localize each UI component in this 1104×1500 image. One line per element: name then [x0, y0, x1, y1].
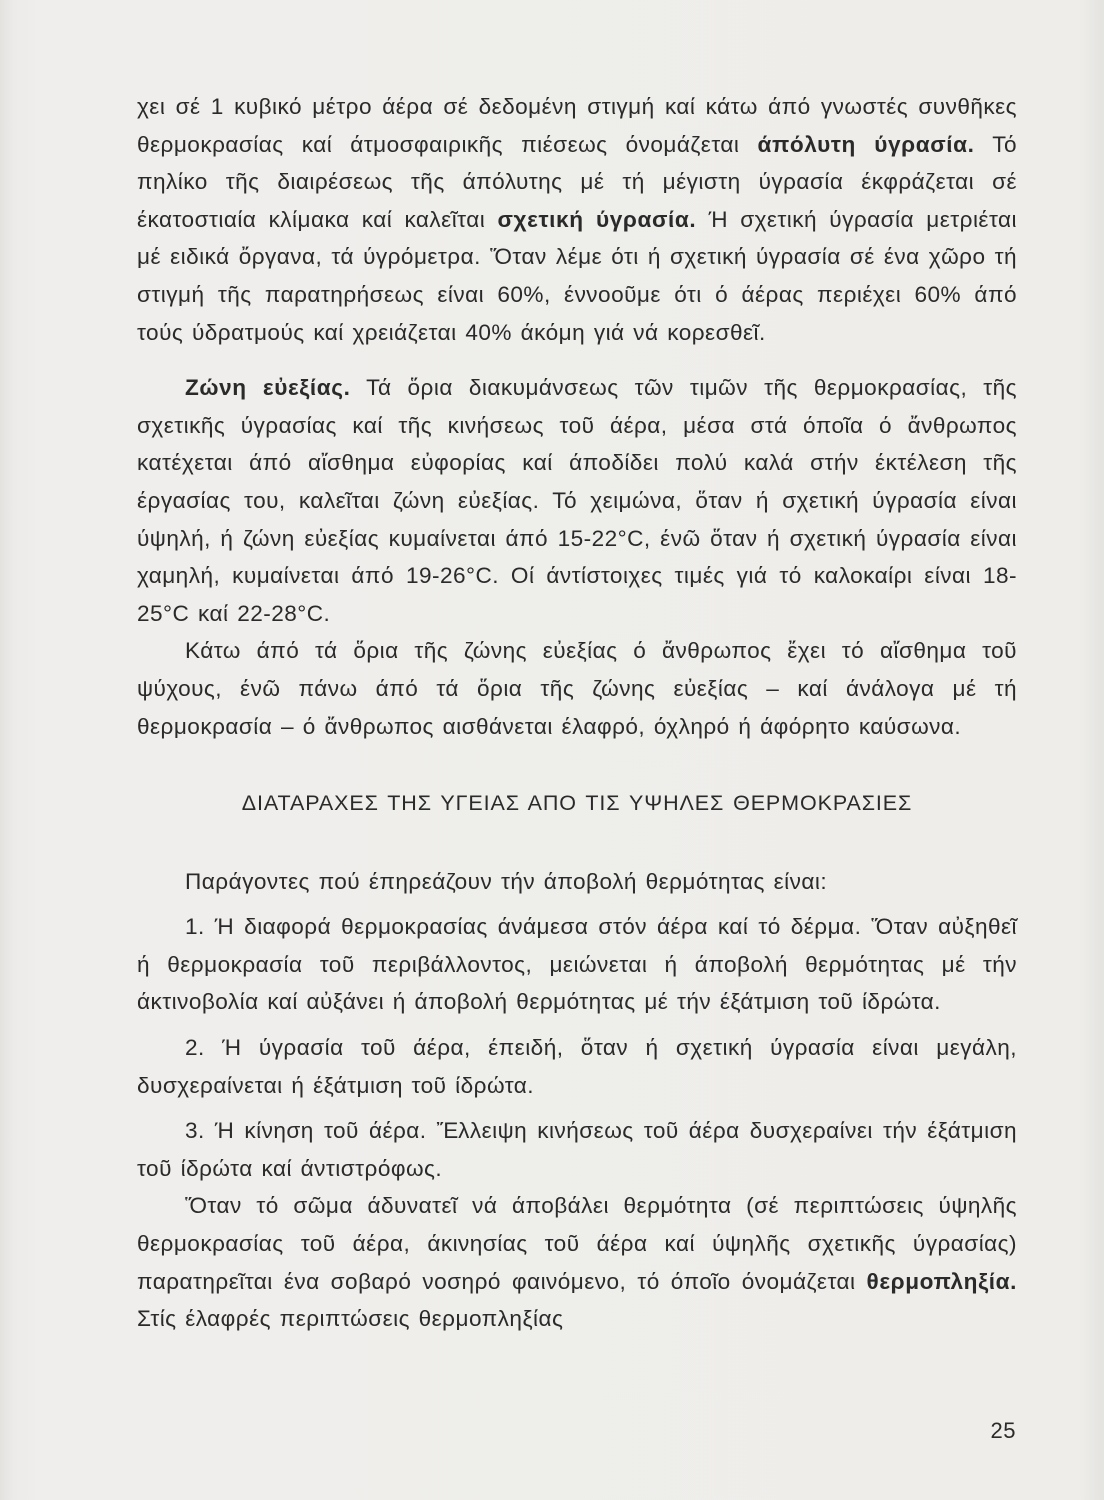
paragraph-text: Ὅταν τό σῶμα άδυνατεῖ νά άποβάλει θερμότητα (σέ περιπτώσεις ύψηλῆς θερμοκρασίας τοῦ άέρα, άκινησίας τοῦ άέρα καί ύψηλῆς σχετικῆς ύγρασίας) παρατηρεῖται ένα σοβαρό νοσηρό φαινόμενο, τό όποῖο όνομάζεται — [137, 1193, 1017, 1294]
list-item-1: 1. Ή διαφορά θερμοκρασίας άνάμεσα στόν άέρα καί τό δέρμα. Ὅταν αὐξηθεῖ ή θερμοκρασία τοῦ περιβάλλοντος, μειώνεται ή άποβολή θερμότητας μέ τήν άκτινοβολία καί αὐξάνει ή άποβολή θερμότητας μέ τήν έξάτμιση τοῦ ίδρώτα. — [137, 914, 1017, 1015]
term-absolute-humidity: άπόλυτη ύγρασία. — [757, 131, 975, 157]
paragraph-humidity — [137, 88, 1017, 351]
body-text — [137, 88, 1017, 1338]
term-heatstroke: θερμοπληξία. — [866, 1268, 1017, 1294]
paragraph-text: Τά ὅρια διακυμάνσεως τῶν τιμῶν τῆς θερμοκρασίας, τῆς σχετικῆς ύγρασίας καί τῆς κινήσεως τοῦ άέρα, μέσα στά όποῖα ό ἄνθρωπος κατέχεται άπό αἴσθημα εὐφορίας καί άποδίδει πολύ καλά στήν έκτέλεση τῆς έργασίας του, καλεῖται ζώνη εὐεξίας. Τό χειμώνα, ὅταν ή σχετική ύγρασία είναι ύψηλή, ή ζώνη εὐεξίας κυμαίνεται άπό 15-22°C, ένῶ ὅταν ή σχετική ύγρασία είναι χαμηλή, κυμαίνεται άπό 19-26°C. Οί άντίστοιχες τιμές γιά τό καλοκαίρι είναι 18-25°C καί 22-28°C. — [137, 375, 1017, 626]
term-relative-humidity: σχετική ύγρασία. — [497, 206, 697, 232]
paragraph-heatstroke — [137, 1187, 1017, 1337]
term-comfort-zone: Ζώνη εὐεξίας. — [185, 375, 351, 401]
paragraph-text: Ή σχετική ύγρασία μετριέται μέ ειδικά ὄργανα, τά ύγρόμετρα. Ὅταν λέμε ότι ή σχετική ύγρασία σέ ένα χῶρο τή στιγμή τῆς παρατηρήσεως είναι 60%, έννοοῦμε ότι ό άέρας περιέχει 60% άπό τούς ύδρατμούς καί χρειάζεται 40% άκόμη γιά νά κορεσθεῖ. — [137, 206, 1017, 345]
paragraph-text: χει σέ 1 κυβικό μέτρο άέρα σέ δεδομένη στιγμή καί κάτω άπό γνωστές συνθῆκες θερμοκρασίας καί άτμοσφαιρικῆς πιέσεως όνομάζεται — [137, 94, 1017, 157]
paragraph-text: Τό πηλίκο τῆς διαιρέσεως τῆς άπόλυτης μέ τή μέγιστη ύγρασία έκφράζεται σέ έκατοστιαία κλίμακα καί καλεῖται — [137, 131, 1018, 232]
paragraph-text: Στίς έλαφρές περιπτώσεις θερμοπληξίας — [137, 1306, 564, 1332]
paragraph-factors-intro: Παράγοντες πού έπηρεάζουν τήν άποβολή θερμότητας είναι: — [185, 868, 828, 894]
list-item-3: 3. Ή κίνηση τοῦ άέρα. Ἔλλειψη κινήσεως τοῦ άέρα δυσχεραίνει τήν έξάτμιση τοῦ ίδρώτα καί άντιστρόφως. — [137, 1118, 1017, 1181]
section-heading: ΔΙΑΤΑΡΑΧΕΣ ΤΗΣ ΥΓΕΙΑΣ ΑΠΟ ΤΙΣ ΥΨΗΛΕΣ ΘΕΡΜΟΚΡΑΣΙΕΣ — [241, 791, 913, 816]
paragraph-comfort-zone — [137, 369, 1017, 632]
list-item-2: 2. Ή ύγρασία τοῦ άέρα, έπειδή, ὅταν ή σχετική ύγρασία είναι μεγάλη, δυσχεραίνεται ή έξάτμιση τοῦ ίδρώτα. — [137, 1035, 1017, 1098]
paragraph-heat-cold: Κάτω άπό τά ὅρια τῆς ζώνης εὐεξίας ό ἄνθρωπος ἔχει τό αἴσθημα τοῦ ψύχους, ένῶ πάνω άπό τά ὅρια τῆς ζώνης εὐεξίας – καί άνάλογα μέ τή θερμοκρασία – ό ἄνθρωπος αισθάνεται έλαφρό, όχληρό ή άφόρητο καύσωνα. — [137, 638, 1017, 739]
page-number: 25 — [990, 1418, 1016, 1443]
